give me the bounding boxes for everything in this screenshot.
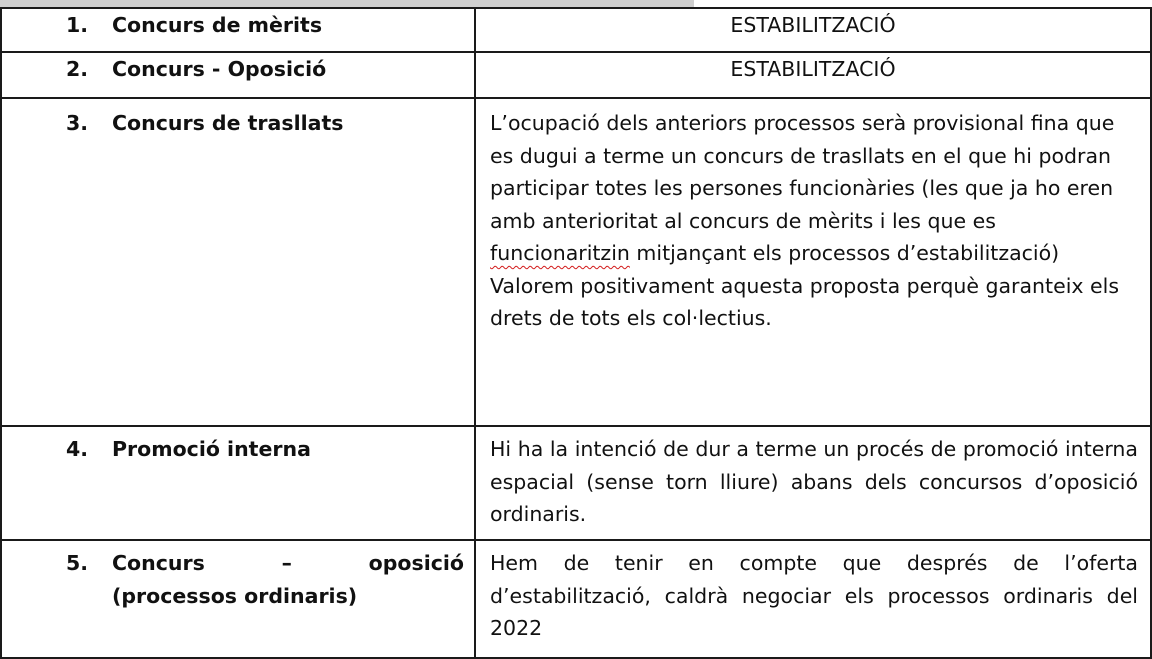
row-value-cell (475, 98, 1151, 426)
table-row (1, 52, 1151, 98)
row-label-word: Concurs (112, 551, 205, 575)
process-table (0, 7, 1152, 659)
row-number: 2. (66, 57, 89, 81)
row-number: 5. (66, 551, 89, 575)
row-value: ESTABILITZACIÓ (730, 13, 896, 37)
row-label: Promoció interna (112, 437, 311, 461)
row-label: Concurs de mèrits (112, 13, 323, 37)
row-value-cell (475, 52, 1151, 98)
row-value: Hi ha la intenció de dur a terme un procés de promoció interna espacial (sense torn lliure) abans dels concursos d’oposició ordinaris. (490, 437, 1138, 526)
row-number: 1. (66, 13, 89, 37)
table-row (1, 8, 1151, 52)
row-label: Concurs - Oposició (112, 57, 327, 81)
row-label-dash: – (281, 551, 292, 575)
row-value (476, 107, 1150, 335)
row-label: Concurs de trasllats (112, 111, 344, 135)
row-number: 3. (66, 111, 89, 135)
row-value-text: L’ocupació dels anteriors processos serà provisional fina que es dugui a terme un concurs de trasllats en el que hi podran participar totes les persones funcionàries (les que ja ho eren amb anterioritat al concurs de mèrits i les que es (490, 111, 1115, 233)
row-value-cell (475, 540, 1151, 658)
row-value-cell (475, 426, 1151, 540)
row-label-cell (1, 52, 475, 98)
row-value-cell (475, 8, 1151, 52)
row-label-word: oposició (368, 551, 464, 575)
row-label-cell (1, 540, 475, 658)
row-label-line: (processos ordinaris) (112, 583, 358, 608)
table-row (1, 98, 1151, 426)
table-row (1, 540, 1151, 658)
row-number: 4. (66, 437, 89, 461)
row-value-text: mitjançant els processos d’estabilització) Valorem positivament aquesta proposta perquè garanteix els drets de tots els col·lectius. (490, 241, 1120, 330)
row-label (112, 547, 464, 612)
row-label-cell (1, 426, 475, 540)
row-label-cell (1, 98, 475, 426)
spellcheck-flagged-word: funcionaritzin (490, 241, 630, 265)
row-value: Hem de tenir en compte que després de l’oferta d’estabilització, caldrà negociar els processos ordinaris del 2022 (490, 551, 1138, 640)
row-label-cell (1, 8, 475, 52)
row-value: ESTABILITZACIÓ (730, 57, 896, 81)
table-row (1, 426, 1151, 540)
